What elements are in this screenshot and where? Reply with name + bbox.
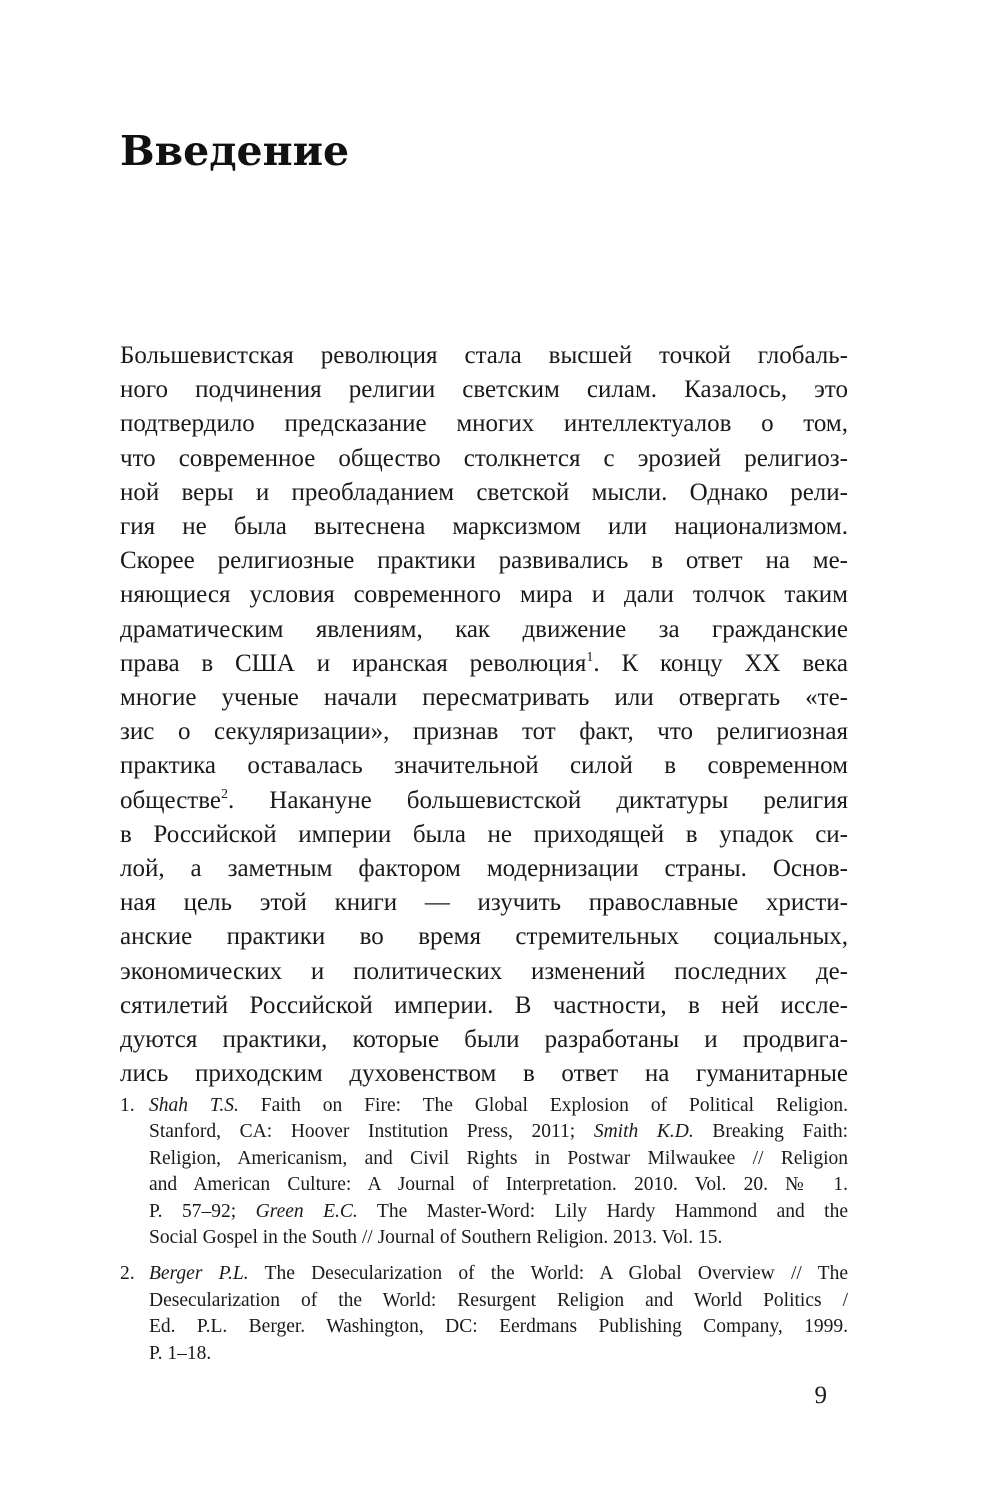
text-line: дуются практики, которые были разработаны и продвига- (120, 1026, 848, 1054)
footnotes (120, 1093, 848, 1377)
text-line: ного подчинения религии светским силам. Казалось, это (120, 376, 848, 404)
chapter-title: Введение (120, 127, 350, 175)
footnote-2 (120, 1261, 848, 1367)
text-line: ной веры и преобладанием светской мысли. Однако рели- (120, 478, 848, 506)
text-segment: обществе (120, 786, 221, 814)
text-line: лись приходским духовенством в ответ на гуманитарные (120, 1060, 848, 1088)
text-segment: Stanford, CA: Hoover Institution Press, 2011; (149, 1121, 594, 1143)
text-line: подтвердило предсказание многих интеллектуалов о том, (120, 410, 848, 438)
text-line: гия не была вытеснена марксизмом или национализмом. (120, 513, 848, 541)
text-line: экономических и политических изменений последних де- (120, 957, 848, 985)
footnote-line (149, 1199, 848, 1225)
text-segment: Breaking Faith: (693, 1121, 848, 1143)
author-name: Shah T.S. (149, 1095, 239, 1116)
footnote-line (149, 1093, 848, 1119)
footnote-line: Social Gospel in the South // Journal of Southern Religion. 2013. Vol. 15. (149, 1227, 723, 1249)
footnote-line: Religion, Americanism, and Civil Rights in Postwar Milwaukee // Religion (149, 1147, 848, 1169)
author-name: Green E.C. (255, 1200, 358, 1222)
text-line: ная цель этой книги — изучить православные христи- (120, 889, 848, 917)
footnote-ref-1[interactable]: 1 (586, 649, 594, 665)
text-segment: . К концу XX века (593, 649, 848, 677)
footnote-line (149, 1119, 848, 1145)
text-segment: The Desecularization of the World: A Global Overview // The (248, 1263, 848, 1285)
text-line: Скорее религиозные практики развивались в ответ на ме- (120, 547, 848, 575)
text-line: практика оставалась значительной силой в современном (120, 752, 848, 780)
text-line: лой, а заметным фактором модернизации страны. Основ- (120, 855, 848, 883)
footnote-line: Ed. P.L. Berger. Washington, DC: Eerdmans Publishing Company, 1999. (149, 1316, 848, 1338)
author-name: Smith K.D. (593, 1121, 694, 1143)
text-line (120, 647, 848, 681)
text-line: в Российской империи была не приходящей в упадок си- (120, 820, 848, 848)
footnote-line: Desecularization of the World: Resurgent Religion and World Politics / (149, 1289, 848, 1311)
text-segment: Faith on Fire: The Global Explosion of Political Religion. (238, 1095, 848, 1116)
footnote-line (149, 1261, 848, 1287)
text-segment: . Накануне большевистской диктатуры религия (227, 786, 848, 814)
text-line: анские практики во время стремительных социальных, (120, 923, 848, 951)
text-line: Большевистская революция стала высшей точкой глобаль- (120, 342, 848, 369)
footnote-number: 2. (120, 1263, 135, 1285)
page-number: 9 (814, 1382, 827, 1409)
text-segment: права в США и иранская революция (120, 649, 587, 677)
text-line: зис о секуляризации», признав тот факт, что религиозная (120, 718, 848, 746)
text-line: многие ученые начали пересматривать или отвергать «те- (120, 684, 848, 712)
text-line: няющиеся условия современного мира и дали толчок таким (120, 581, 848, 609)
text-line: что современное общество столкнется с эрозией религиоз- (120, 444, 848, 472)
footnote-ref-2[interactable]: 2 (220, 786, 228, 802)
text-segment: P. 57–92; (149, 1200, 256, 1222)
footnote-line: P. 1–18. (149, 1342, 212, 1364)
footnote-number: 1. (120, 1095, 135, 1116)
footnote-line: and American Culture: A Journal of Interpretation. 2010. Vol. 20. № 1. (149, 1174, 848, 1196)
text-line: сятилетий Российской империи. В частности, в ней иссле- (120, 991, 848, 1019)
main-text (120, 339, 848, 1091)
text-line (120, 784, 848, 818)
text-line: драматическим явлениям, как движение за гражданские (120, 615, 848, 643)
author-name: Berger P.L. (149, 1263, 249, 1285)
footnote-1 (120, 1093, 848, 1251)
text-segment: The Master-Word: Lily Hardy Hammond and the (357, 1200, 849, 1222)
